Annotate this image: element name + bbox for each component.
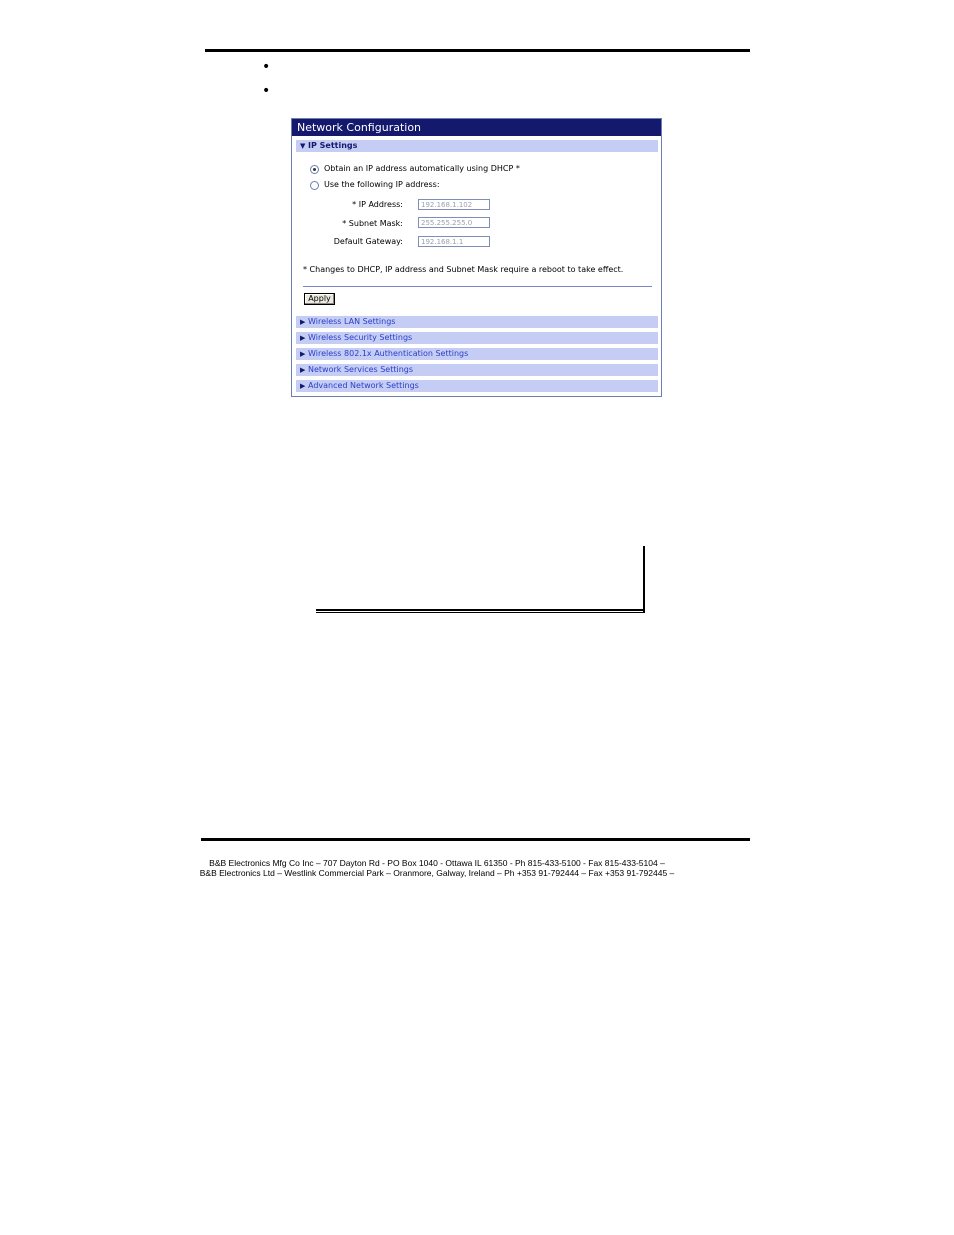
- ip-address-label: * IP Address:: [352, 200, 403, 209]
- ip-settings-label: IP Settings: [308, 141, 358, 150]
- subnet-mask-input[interactable]: [418, 217, 490, 228]
- dhcp-option-label: Obtain an IP address automatically using DHCP *: [324, 164, 520, 173]
- section-wireless-lan[interactable]: [296, 316, 658, 328]
- reboot-note: * Changes to DHCP, IP address and Subnet Mask require a reboot to take effect.: [303, 265, 624, 274]
- network-configuration-panel: [291, 118, 662, 397]
- section-label: Advanced Network Settings: [308, 381, 419, 390]
- section-network-services[interactable]: [296, 364, 658, 376]
- triangle-right-icon: ▶: [300, 382, 306, 390]
- frame-bottom-edge-thin: [316, 612, 645, 613]
- static-option-label: Use the following IP address:: [324, 180, 440, 189]
- ip-settings-header[interactable]: [296, 140, 658, 152]
- apply-button[interactable]: Apply: [304, 293, 335, 305]
- bullet-2: •: [262, 83, 271, 99]
- ip-address-input[interactable]: [418, 199, 490, 210]
- footer-line-1: B&B Electronics Mfg Co Inc – 707 Dayton Rd - PO Box 1040 - Ottawa IL 61350 - Ph 815-433-5100 - Fax 815-433-5104 –: [209, 858, 665, 868]
- footer-line-2: B&B Electronics Ltd – Westlink Commercial Park – Oranmore, Galway, Ireland – Ph +353 91-792444 – Fax +353 91-792445 –: [199, 868, 675, 878]
- section-divider: [303, 286, 652, 287]
- header-rule: [205, 49, 750, 52]
- triangle-right-icon: ▶: [300, 350, 306, 358]
- footer-rule: [201, 838, 750, 841]
- section-advanced-network[interactable]: [296, 380, 658, 392]
- dhcp-radio[interactable]: [310, 165, 319, 174]
- default-gateway-input[interactable]: [418, 236, 490, 247]
- frame-bottom-edge: [316, 609, 645, 611]
- section-label: Network Services Settings: [308, 365, 414, 374]
- triangle-right-icon: ▶: [300, 366, 306, 374]
- section-label: Wireless LAN Settings: [308, 317, 396, 326]
- section-label: Wireless Security Settings: [308, 333, 413, 342]
- bullet-1: •: [262, 59, 271, 75]
- subnet-mask-label: * Subnet Mask:: [342, 219, 403, 228]
- default-gateway-label: Default Gateway:: [333, 237, 403, 246]
- triangle-right-icon: ▶: [300, 334, 306, 342]
- section-wireless-8021x[interactable]: [296, 348, 658, 360]
- static-ip-radio[interactable]: [310, 181, 319, 190]
- triangle-right-icon: ▶: [300, 318, 306, 326]
- frame-right-edge: [643, 546, 645, 612]
- section-wireless-security[interactable]: [296, 332, 658, 344]
- panel-title: Network Configuration: [292, 119, 661, 136]
- triangle-down-icon: ▼: [300, 142, 306, 150]
- section-label: Wireless 802.1x Authentication Settings: [308, 349, 469, 358]
